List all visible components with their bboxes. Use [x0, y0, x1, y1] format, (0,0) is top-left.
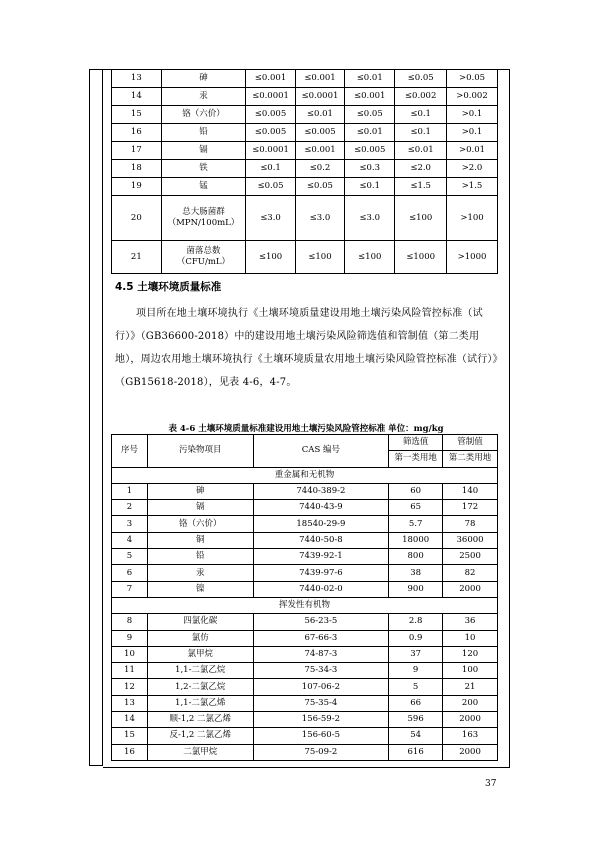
table-cell: 596 [389, 712, 443, 728]
table-row [112, 124, 498, 142]
table-row [112, 106, 498, 124]
table-cell: 锰 [161, 178, 246, 196]
table-row [112, 744, 498, 760]
table-cell: 172 [443, 500, 498, 516]
table-cell: ≤0.0001 [246, 142, 295, 160]
table-cell: 反-1,2 二氯乙烯 [147, 728, 253, 744]
table-cell: 7440-43-9 [253, 500, 389, 516]
table-cell: 18540-29-9 [253, 516, 389, 532]
table-cell: ≤0.3 [345, 160, 395, 178]
table-row [112, 581, 498, 597]
table-row [112, 532, 498, 548]
header-screen: 筛选值 [389, 435, 443, 451]
table-cell: 10 [112, 646, 148, 662]
table-cell: 总大肠菌群（MPN/100mL） [161, 196, 246, 241]
table-cell: 36000 [443, 532, 498, 548]
table-cell: ≤0.002 [395, 88, 447, 106]
table-cell: ≤3.0 [295, 196, 344, 241]
table-cell: 11 [112, 663, 148, 679]
table-cell: 36 [443, 614, 498, 630]
table-cell: 65 [389, 500, 443, 516]
table-cell: ≤0.005 [246, 106, 295, 124]
table-cell: 38 [389, 565, 443, 581]
table-cell: 16 [112, 744, 148, 760]
table-cell: ≤1000 [395, 241, 447, 274]
table-cell: 6 [112, 565, 148, 581]
table-cell: 800 [389, 549, 443, 565]
table-cell: 镉 [147, 500, 253, 516]
table-cell: 120 [443, 646, 498, 662]
table-row [112, 712, 498, 728]
table-cell: ≤0.1 [395, 124, 447, 142]
table-caption: 表 4-6 土壤环境质量标准建设用地土壤污染风险管控标准 单位：mg/kg [168, 424, 444, 434]
table-row [112, 142, 498, 160]
table-cell: >1000 [447, 241, 498, 274]
table-cell: 75-09-2 [253, 744, 389, 760]
table-cell: ≤0.1 [246, 160, 295, 178]
table-row [112, 646, 498, 662]
table-cell: 10 [443, 630, 498, 646]
table-row [112, 679, 498, 695]
table-cell: 5.7 [389, 516, 443, 532]
header-class1: 第一类用地 [389, 451, 443, 467]
table-cell: 7440-02-0 [253, 581, 389, 597]
table-cell: 15 [112, 728, 148, 744]
table-cell: 7 [112, 581, 148, 597]
header-item: 污染物项目 [147, 435, 253, 468]
table-cell: ≤0.005 [246, 124, 295, 142]
table-cell: >0.1 [447, 124, 498, 142]
table-cell: 铬（六价） [161, 106, 246, 124]
table-cell: 74-87-3 [253, 646, 389, 662]
header-class2: 第二类用地 [443, 451, 498, 467]
table-cell: 37 [389, 646, 443, 662]
table-cell: 14 [112, 88, 162, 106]
table-row [112, 160, 498, 178]
table-cell: >0.1 [447, 106, 498, 124]
table-row [112, 663, 498, 679]
group-row-heavy-metals [112, 467, 498, 483]
table-cell: ≤0.001 [295, 142, 344, 160]
table-cell: 54 [389, 728, 443, 744]
table-cell: ≤0.001 [295, 70, 344, 88]
table-row [112, 695, 498, 711]
table-cell: ≤0.01 [395, 142, 447, 160]
table-cell: 7440-389-2 [253, 483, 389, 499]
table-cell: 67-66-3 [253, 630, 389, 646]
table-cell: 56-23-5 [253, 614, 389, 630]
table-cell: 616 [389, 744, 443, 760]
table-cell: ≤1.5 [395, 178, 447, 196]
table-cell: 2500 [443, 549, 498, 565]
table-cell: ≤0.1 [395, 106, 447, 124]
table-cell: 1,1-二氯乙烷 [147, 663, 253, 679]
table-cell: >1.5 [447, 178, 498, 196]
table-cell: 200 [443, 695, 498, 711]
section-title: 4.5 土壤环境质量标准 [115, 281, 222, 293]
table-cell: 镍 [147, 581, 253, 597]
table-cell: ≤2.0 [395, 160, 447, 178]
table-cell: 2000 [443, 712, 498, 728]
table-cell: 氯甲烷 [147, 646, 253, 662]
table-cell: 18000 [389, 532, 443, 548]
table-row [112, 614, 498, 630]
table-cell: 9 [389, 663, 443, 679]
table-row [112, 565, 498, 581]
table-cell: ≤0.005 [295, 124, 344, 142]
table-cell: 铁 [161, 160, 246, 178]
table-cell: 砷 [147, 483, 253, 499]
table-cell: 2000 [443, 581, 498, 597]
table-cell: 铬（六价） [147, 516, 253, 532]
group-row-voc [112, 597, 498, 613]
table-cell: ≤0.005 [345, 142, 395, 160]
table-cell: 铜 [147, 532, 253, 548]
table-cell: ≤0.05 [295, 178, 344, 196]
table-cell: 9 [112, 630, 148, 646]
table-cell: >100 [447, 196, 498, 241]
table-cell: 140 [443, 483, 498, 499]
table-cell: ≤0.01 [295, 106, 344, 124]
table-cell: 2000 [443, 744, 498, 760]
table-cell: 汞 [161, 88, 246, 106]
table-cell: 2.8 [389, 614, 443, 630]
table-cell: >0.002 [447, 88, 498, 106]
table-cell: ≤0.2 [295, 160, 344, 178]
table-cell: ≤0.05 [395, 70, 447, 88]
table-cell: 107-06-2 [253, 679, 389, 695]
table-cell: 156-59-2 [253, 712, 389, 728]
table-cell: 铅 [147, 549, 253, 565]
header-cas: CAS 编号 [253, 435, 389, 468]
table-cell: 7439-97-6 [253, 565, 389, 581]
table-cell: 78 [443, 516, 498, 532]
table-row [112, 500, 498, 516]
table-cell: 7439-92-1 [253, 549, 389, 565]
table-cell: ≤0.05 [246, 178, 295, 196]
page-number: 37 [485, 779, 497, 789]
table-cell: 16 [112, 124, 162, 142]
group-label: 挥发性有机物 [112, 597, 498, 613]
table-cell: ≤0.001 [246, 70, 295, 88]
table-cell: ≤100 [246, 241, 295, 274]
table-cell: 20 [112, 196, 162, 241]
table-cell: ≤100 [395, 196, 447, 241]
table-cell: 21 [443, 679, 498, 695]
table-cell: 顺-1,2 二氯乙烯 [147, 712, 253, 728]
table-cell: >2.0 [447, 160, 498, 178]
table-cell: ≤3.0 [345, 196, 395, 241]
table-cell: 15 [112, 106, 162, 124]
table-cell: ≤100 [345, 241, 395, 274]
table-cell: 14 [112, 712, 148, 728]
table-cell: 1,1-二氯乙烯 [147, 695, 253, 711]
table-cell: 100 [443, 663, 498, 679]
table-cell: 4 [112, 532, 148, 548]
table-cell: 7440-50-8 [253, 532, 389, 548]
table-cell: ≤0.05 [345, 106, 395, 124]
table-cell: 菌落总数（CFU/mL） [161, 241, 246, 274]
table-cell: 75-35-4 [253, 695, 389, 711]
header-control: 管制值 [443, 435, 498, 451]
group-label: 重金属和无机物 [112, 467, 498, 483]
table-row [112, 88, 498, 106]
table-cell: 铅 [161, 124, 246, 142]
table-cell: 1,2-二氯乙烷 [147, 679, 253, 695]
table-row [112, 549, 498, 565]
water-quality-table-continued [111, 69, 498, 274]
table-cell: 氯仿 [147, 630, 253, 646]
table-cell: 13 [112, 70, 162, 88]
table-row [112, 241, 498, 274]
table-cell: 75-34-3 [253, 663, 389, 679]
table-cell: 1 [112, 483, 148, 499]
table-cell: 砷 [161, 70, 246, 88]
table-cell: 镉 [161, 142, 246, 160]
table-cell: 5 [389, 679, 443, 695]
table-cell: 8 [112, 614, 148, 630]
table-cell: ≤0.01 [345, 124, 395, 142]
table-cell: 60 [389, 483, 443, 499]
table-cell: 156-60-5 [253, 728, 389, 744]
table-cell: ≤100 [295, 241, 344, 274]
table-cell: 汞 [147, 565, 253, 581]
table-cell: ≤0.001 [345, 88, 395, 106]
table-cell: 四氯化碳 [147, 614, 253, 630]
table-cell: 5 [112, 549, 148, 565]
soil-standard-table [111, 434, 498, 761]
table-cell: 19 [112, 178, 162, 196]
header-no: 序号 [112, 435, 148, 468]
table-cell: 163 [443, 728, 498, 744]
table-cell: 二氯甲烷 [147, 744, 253, 760]
table-row [112, 516, 498, 532]
table-cell: 21 [112, 241, 162, 274]
table-header-row [112, 435, 498, 451]
table-row [112, 630, 498, 646]
table-cell: ≤0.0001 [246, 88, 295, 106]
table-cell: 900 [389, 581, 443, 597]
table-cell: ≤3.0 [246, 196, 295, 241]
table-row [112, 70, 498, 88]
table-row [112, 483, 498, 499]
table-cell: >0.01 [447, 142, 498, 160]
table-cell: 0.9 [389, 630, 443, 646]
table-cell: 2 [112, 500, 148, 516]
table-row [112, 178, 498, 196]
left-margin-column [89, 69, 103, 766]
table-cell: 18 [112, 160, 162, 178]
table-cell: 12 [112, 679, 148, 695]
table-cell: 17 [112, 142, 162, 160]
table-cell: 13 [112, 695, 148, 711]
table-row [112, 196, 498, 241]
table-cell: >0.05 [447, 70, 498, 88]
table-row [112, 728, 498, 744]
table-cell: ≤0.0001 [295, 88, 344, 106]
table-cell: ≤0.01 [345, 70, 395, 88]
table-cell: ≤0.1 [345, 178, 395, 196]
table-cell: 66 [389, 695, 443, 711]
table-cell: 82 [443, 565, 498, 581]
section-paragraph: 项目所在地土壤环境执行《土壤环境质量建设用地土壤污染风险管控标准（试行）》（GB36600-2018）中的建设用地土壤污染风险筛选值和管制值（第二类用地），周边农用地土壤环境执行《土壤环境质量农用地土壤污染风险管控标准（试行）》（GB15618-2018），见表 4-6，4-7。 [115, 308, 503, 388]
table-cell: 3 [112, 516, 148, 532]
